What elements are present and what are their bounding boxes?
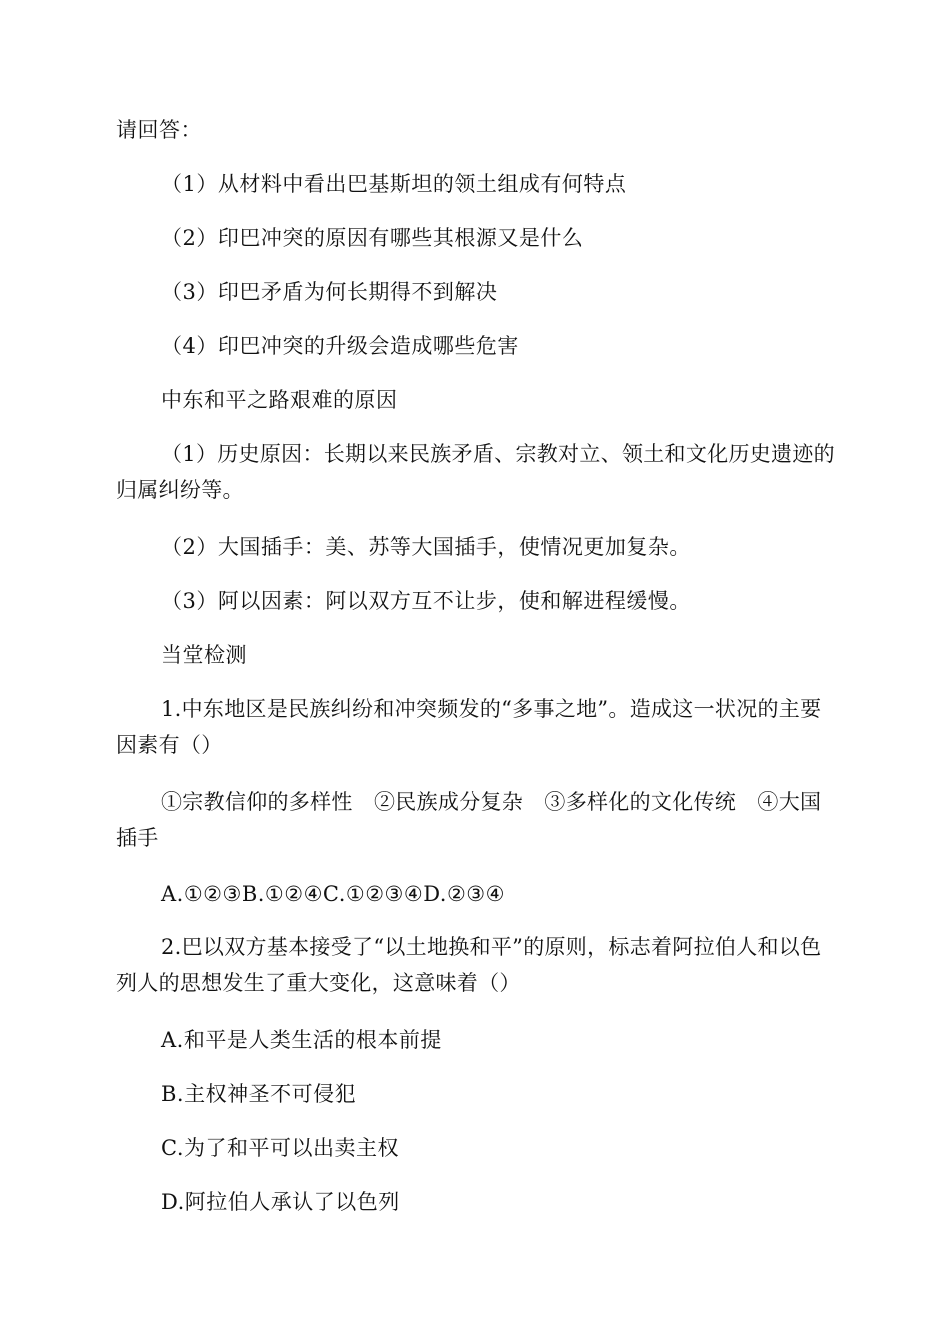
question-3: （3）印巴矛盾为何长期得不到解决 [161, 280, 498, 304]
section-heading: 中东和平之路艰难的原因 [161, 388, 398, 412]
q2-option-c: C.为了和平可以出卖主权 [161, 1136, 399, 1160]
question-2: （2）印巴冲突的原因有哪些其根源又是什么 [161, 226, 584, 250]
reason-1: （1）历史原因：长期以来民族矛盾、宗教对立、领土和文化历史遗迹的归属纠纷等。 [116, 442, 835, 502]
reason-3: （3）阿以因素：阿以双方互不让步，使和解进程缓慢。 [161, 589, 691, 613]
q1-factors: ①宗教信仰的多样性 ②民族成分复杂 ③多样化的文化传统 ④大国插手 [116, 790, 822, 850]
q1-stem: 1.中东地区是民族纠纷和冲突频发的“多事之地”。造成这一状况的主要因素有（） [116, 697, 822, 757]
prompt-text: 请回答： [116, 118, 202, 142]
question-4: （4）印巴冲突的升级会造成哪些危害 [161, 334, 519, 358]
q2-stem: 2.巴以双方基本接受了“以土地换和平”的原则，标志着阿拉伯人和以色列人的思想发生了重大变化，这意味着（） [116, 935, 822, 995]
reason-2: （2）大国插手：美、苏等大国插手，使情况更加复杂。 [161, 535, 691, 559]
question-1: （1）从材料中看出巴基斯坦的领土组成有何特点 [161, 172, 627, 196]
quiz-heading: 当堂检测 [161, 643, 247, 667]
q1-options: A.①②③B.①②④C.①②③④D.②③④ [161, 882, 505, 906]
q2-option-d: D.阿拉伯人承认了以色列 [161, 1190, 400, 1214]
q2-option-a: A.和平是人类生活的根本前提 [161, 1028, 442, 1052]
q2-option-b: B.主权神圣不可侵犯 [161, 1082, 357, 1106]
